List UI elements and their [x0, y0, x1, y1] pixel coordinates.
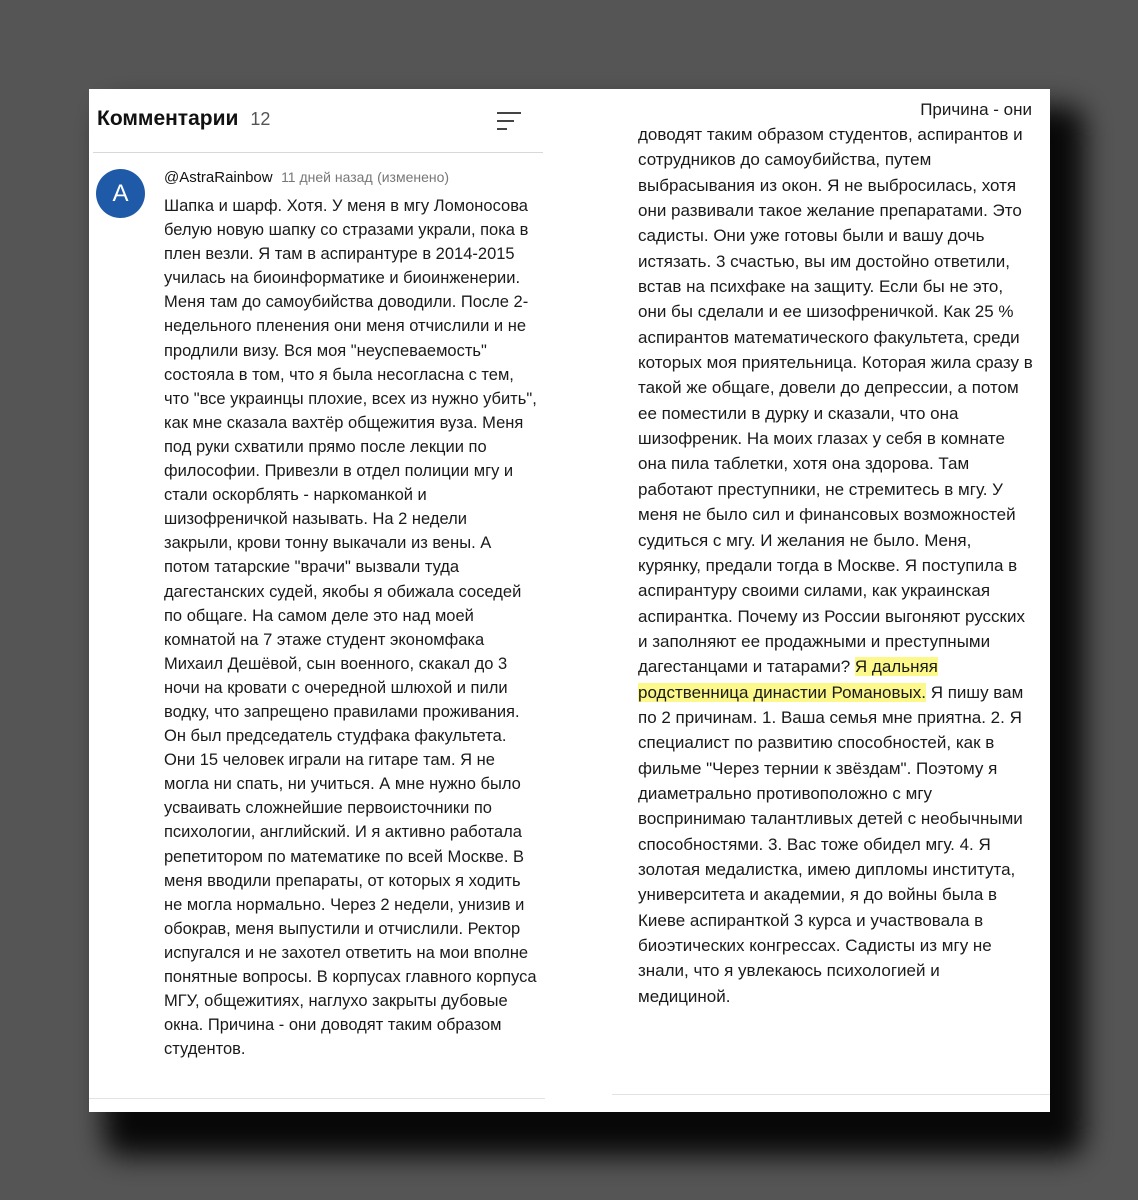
avatar[interactable]: A [96, 169, 145, 218]
comment-text-part: Я пишу вам по 2 причинам. 1. Ваша семья мне приятна. 2. Я специалист по развитию способностей, как в фильме "Через тернии к звёздам". Поэтому я диаметрально противоположно с мгу воспринимаю талантливых детей с необычными способностями. 3. Вас тоже обидел мгу. 4. Я золотая медалистка, имею дипломы института, университета и академии, я до войны была в Киеве аспиранткой 3 курса и участвовала в биоэтических конгрессах. Садисты из мгу не знали, что я увлекаюсь психологией и медициной. [638, 682, 1024, 1006]
comments-header [97, 107, 270, 131]
comment-panel-right [612, 89, 1050, 1112]
sort-icon[interactable] [497, 111, 521, 131]
comment-time: 11 дней назад [281, 169, 373, 185]
comment-screenshot [89, 89, 1050, 1112]
comment-text-continuation [638, 122, 1036, 1009]
comment-divider [612, 1094, 1050, 1095]
comment-text-continuation-lead: Причина - они [920, 100, 1032, 119]
comment-panel-left [89, 89, 545, 1112]
comment-text: Шапка и шарф. Хотя. У меня в мгу Ломоносова белую новую шапку со стразами украли, пока в плен везли. Я там в аспирантуре в 2014-2015 училась на биоинформатике и биоинженерии. Меня там до самоубийства доводили. После 2-недельного пленения они меня отчислили и не продлили визу. Вся моя "неуспеваемость" состояла в том, что я была несогласна с тем, что "все украинцы плохие, всех из нужно убить", как мне сказала вахтёр общежития вуза. Меня под руки схватили прямо после лекции по философии. Привезли в отдел полиции мгу и стали оскорблять - наркоманкой и шизофреничкой называть. На 2 недели закрыли, крови тонну выкачали из вены. А потом татарские "врачи" вызвали туда дагестанских судей, якобы я обижала соседей по общаге. На самом деле это над моей комнатой на 7 этаже студент экономфака Михаил Дешёвой, сын военного, скакал до 3 ночи на кровати с очередной шлюхой и пили водку, что запрещено правилами проживания. Он был председатель студфака факультета. Они 15 человек играли на гитаре там. Я не могла ни спать, ни учиться. А мне нужно было усваивать сложнейшие первоисточники по психологии, английский. И я активно работала репетитором по математике по всей Москве. В меня вводили препараты, от которых я ходить не могла нормально. Через 2 недели, унизив и обокрав, меня выпустили и отчислили. Ректор испугался и не захотел ответить на мои вполне понятные вопросы. В корпусах главного корпуса МГУ, общежитиях, наглухо закрыты дубовые окна. Причина - они доводят таким образом студентов. [164, 197, 537, 1059]
header-divider [93, 152, 543, 153]
comments-count: 12 [250, 109, 271, 129]
comment-edited-label: (изменено) [377, 169, 450, 185]
comment-author[interactable]: @AstraRainbow [164, 169, 273, 186]
highlighted-text: Я дальняя родственница династии Романовых. [638, 657, 938, 702]
comment-meta [164, 169, 449, 187]
comment-text-part: доводят таким образом студентов, аспирантов и сотрудников до самоубийства, путем выбрасывания из окон. Я не выбросилась, хотя они развивали такое желание препаратами. Это садисты. Они уже готовы были и вашу дочь истязать. 3 счастью, вы им достойно ответили, встав на психфаке на защиту. Если бы не это, они бы сделали и ее шизофреничкой. Как 25 % аспирантов математического факультета, среди которых моя приятельница. Которая жила сразу в такой же общаге, довели до депрессии, а потом ее поместили в дурку и сказали, что она шизофреник. На моих глазах у себя в комнате она пила таблетки, хотя она здорова. Там работают преступники, не стремитесь в мгу. У меня не было сил и финансовых возможностей судиться с мгу. И желания не было. Меня, курянку, предали тогда в Москве. Я поступила в аспирантуру своими силами, как украинская аспирантка. Почему из России выгоняют русских и заполняют ее продажными и преступными дагестанцами и татарами? [638, 125, 1033, 677]
comments-title: Комментарии [97, 107, 239, 130]
comment-divider [89, 1098, 545, 1099]
